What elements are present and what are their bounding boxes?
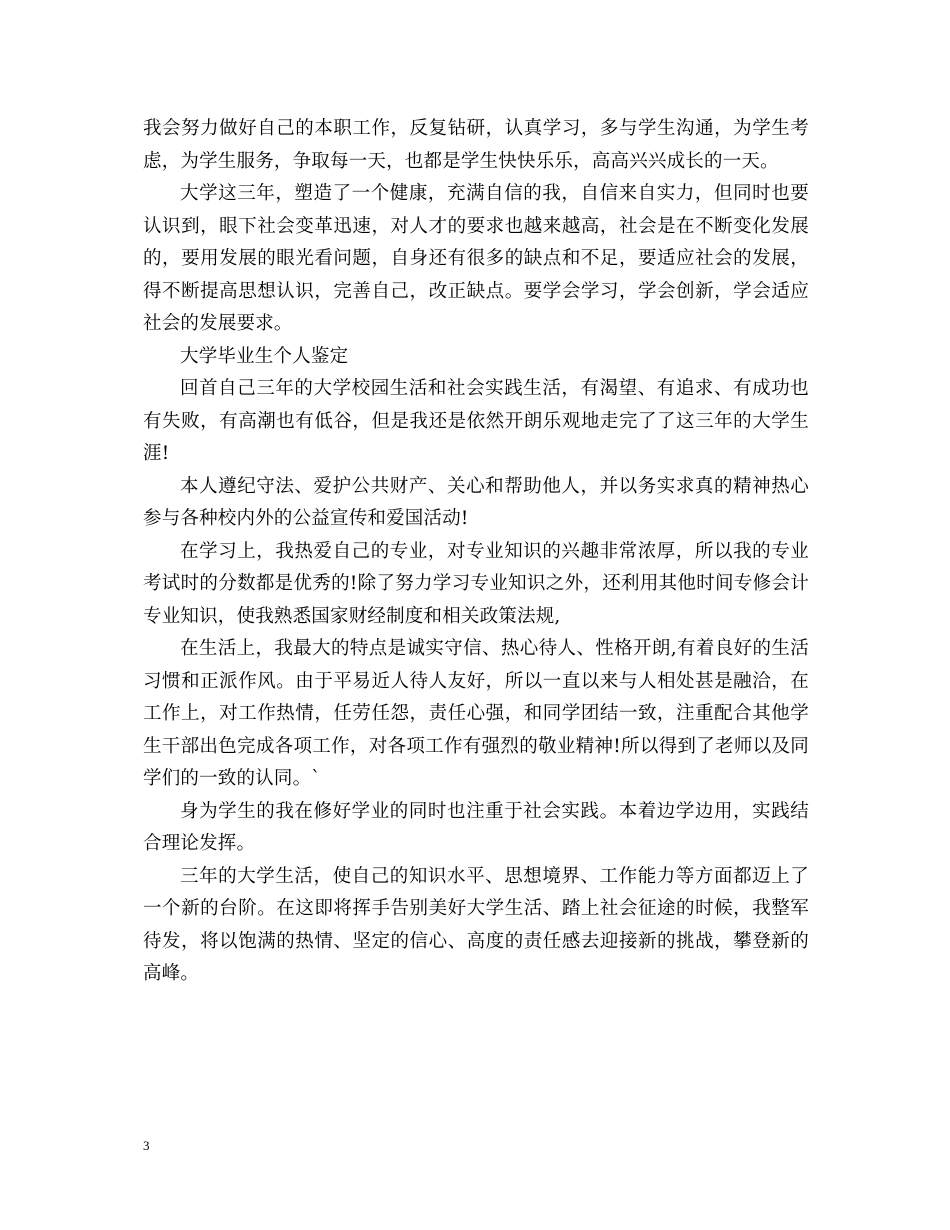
paragraph-6: 在生活上，我最大的特点是诚实守信、热心待人、性格开朗,有着良好的生活习惯和正派作风。由于平易近人待人友好，所以一直以来与人相处甚是融洽，在工作上，对工作热情，任劳任怨，责任心强，和同学团结一致，注重配合其他学生干部出色完成各项工作，对各项工作有强烈的敬业精神!所以得到了老师以及同学们的一致的认同。` — [143, 638, 809, 789]
document-body — [143, 113, 809, 991]
paragraph-4: 本人遵纪守法、爱护公共财产、关心和帮助他人，并以务实求真的精神热心参与各种校内外的公益宣传和爱国活动! — [143, 475, 809, 529]
section-heading: 大学毕业生个人鉴定 — [180, 345, 349, 367]
paragraph-1: 我会努力做好自己的本职工作，反复钻研，认真学习，多与学生沟通，为学生考虑，为学生服务，争取每一天，也都是学生快快乐乐，高高兴兴成长的一天。 — [143, 118, 809, 172]
paragraph-3: 回首自己三年的大学校园生活和社会实践生活，有渴望、有追求、有成功也有失败，有高潮也有低谷，但是我还是依然开朗乐观地走完了了这三年的大学生涯! — [143, 378, 809, 464]
paragraph-7: 身为学生的我在修好学业的同时也注重于社会实践。本着边学边用，实践结合理论发挥。 — [143, 800, 809, 854]
paragraph-2: 大学这三年，塑造了一个健康，充满自信的我，自信来自实力，但同时也要认识到，眼下社会变革迅速，对人才的要求也越来越高，社会是在不断变化发展的，要用发展的眼光看问题，自身还有很多的缺点和不足，要适应社会的发展，得不断提高思想认识，完善自己，改正缺点。要学会学习，学会创新，学会适应社会的发展要求。 — [143, 183, 809, 334]
paragraph-8: 三年的大学生活，使自己的知识水平、思想境界、工作能力等方面都迈上了一个新的台阶。在这即将挥手告别美好大学生活、踏上社会征途的时候，我整军待发，将以饱满的热情、坚定的信心、高度的责任感去迎接新的挑战，攀登新的高峰。 — [143, 865, 809, 984]
page-number: 3 — [143, 1138, 150, 1153]
paragraph-5: 在学习上，我热爱自己的专业，对专业知识的兴趣非常浓厚，所以我的专业考试时的分数都是优秀的!除了努力学习专业知识之外，还利用其他时间专修会计专业知识，使我熟悉国家财经制度和相关政策法规, — [143, 540, 809, 627]
